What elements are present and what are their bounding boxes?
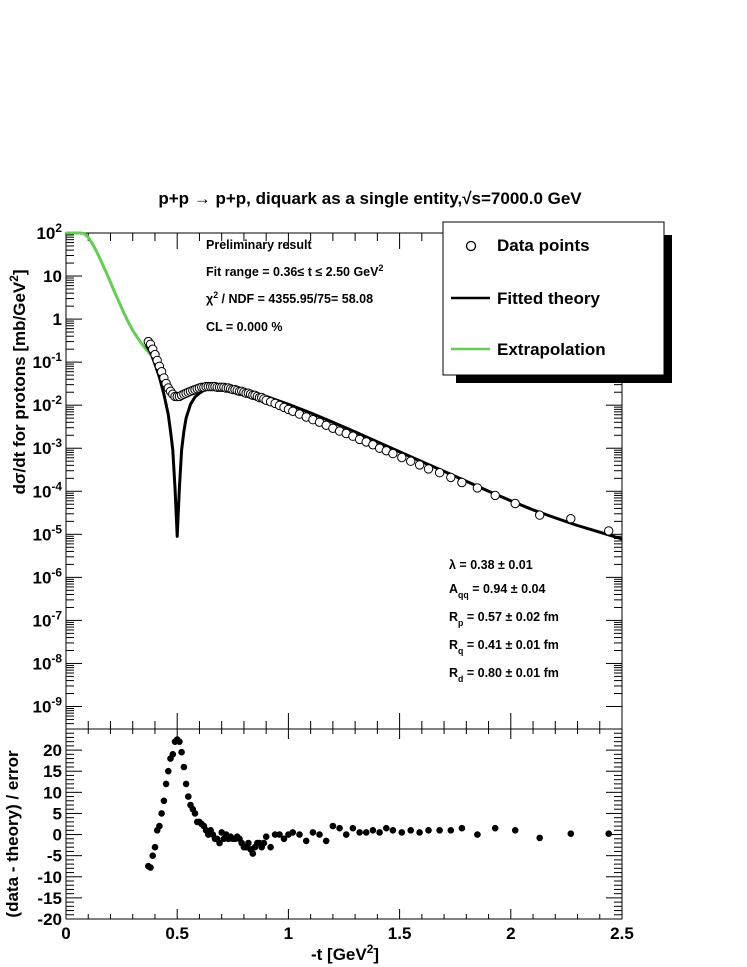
y-tick-label: $10^{-9}$ <box>32 694 62 717</box>
y-tick-label: 1 <box>52 310 62 330</box>
res-y-tick-label: 10 <box>43 783 62 803</box>
legend-label-theory: Fitted theory <box>497 289 600 308</box>
data-point <box>511 499 519 507</box>
residual-point <box>356 829 363 836</box>
residual-point <box>165 768 172 775</box>
y-tick-label: 10 <box>43 267 62 287</box>
data-point <box>415 461 423 469</box>
residual-plot-panel <box>3 729 634 964</box>
residual-point <box>147 864 154 871</box>
residual-point <box>296 831 303 838</box>
residual-point <box>185 793 192 800</box>
data-point <box>458 478 466 486</box>
res-y-tick-label: -5 <box>46 846 62 866</box>
residual-point <box>310 829 317 836</box>
residual-plot-frame <box>66 729 622 919</box>
y-tick-label: $10^{-1}$ <box>32 350 62 373</box>
data-point <box>473 484 481 492</box>
residual-point <box>178 749 185 756</box>
residual-point <box>492 825 499 832</box>
legend-label-data: Data points <box>497 236 590 255</box>
param-rp: $R_p = 0.57 \pm 0.02$ fm <box>449 610 559 628</box>
y-tick-label: $10^{-4}$ <box>32 479 62 502</box>
residual-point <box>336 825 343 832</box>
residual-point <box>192 810 199 817</box>
extrapolation-curve <box>66 233 151 355</box>
main-plot-panel <box>7 221 672 729</box>
res-y-tick-label: -10 <box>37 867 62 887</box>
annotation-fit-range: Fit range = 0.36≤ t ≤ 2.50 GeV$^2$ <box>206 263 384 279</box>
residual-point <box>161 798 168 805</box>
data-point <box>407 457 415 465</box>
annotation-chi2: $\chi^2$ / NDF = 4355.95/75= 58.08 <box>206 290 374 306</box>
residual-point <box>156 823 163 830</box>
param-aqq: $A_{qq} = 0.94 \pm 0.04$ <box>449 582 546 600</box>
data-point <box>447 473 455 481</box>
residual-point <box>267 844 274 851</box>
residual-point <box>330 823 337 830</box>
param-lambda: λ = 0.38 ± 0.01 <box>449 558 533 572</box>
residual-point <box>568 830 575 837</box>
res-y-tick-label: 5 <box>52 804 62 824</box>
residual-point <box>436 827 443 834</box>
residual-point <box>425 827 432 834</box>
residual-point <box>474 831 481 838</box>
residual-point <box>149 852 156 859</box>
residual-point <box>323 838 330 845</box>
residual-point <box>416 829 423 836</box>
data-point <box>435 469 443 477</box>
residual-point <box>263 833 270 840</box>
residual-y-axis-label: (data - theory) / error <box>3 750 22 918</box>
main-y-axis-label: dσ/dt for protons [mb/GeV$^2$] <box>7 269 29 495</box>
res-y-tick-label: -15 <box>37 888 62 908</box>
residual-ticks <box>37 729 633 943</box>
res-y-tick-label: 20 <box>43 741 62 761</box>
annotation-preliminary: Preliminary result <box>206 238 312 252</box>
residual-point <box>181 764 188 771</box>
x-tick-label: 0 <box>61 924 71 943</box>
residual-point <box>370 827 377 834</box>
residual-point <box>363 829 370 836</box>
residual-point <box>176 738 183 745</box>
residual-point <box>448 827 455 834</box>
legend <box>443 222 672 383</box>
data-point <box>605 527 613 535</box>
residual-point <box>605 830 612 837</box>
res-y-tick-label: 15 <box>43 762 62 782</box>
residual-point <box>536 835 543 842</box>
data-point <box>398 453 406 461</box>
y-tick-label: $10^{-2}$ <box>32 393 62 416</box>
residual-point <box>183 781 190 788</box>
residual-point <box>290 829 297 836</box>
y-tick-label: $10^{-5}$ <box>32 522 62 545</box>
x-tick-label: 2.5 <box>610 924 634 943</box>
residual-point <box>390 827 397 834</box>
residual-point <box>376 829 383 836</box>
res-y-tick-label: -20 <box>37 910 62 929</box>
residual-point <box>350 825 357 832</box>
x-tick-label: 0.5 <box>165 924 190 943</box>
residual-points <box>145 736 612 871</box>
chart-title: p+p → p+p, diquark as a single entity,√s=7000.0 GeV <box>158 189 582 208</box>
residual-point <box>316 831 323 838</box>
y-tick-label: $10^2$ <box>36 221 62 243</box>
y-tick-label: $10^{-7}$ <box>32 608 62 631</box>
residual-point <box>163 781 170 788</box>
x-axis-label: -t [GeV$^2$] <box>310 942 380 964</box>
residual-point <box>245 840 252 847</box>
data-point <box>491 491 499 499</box>
res-y-tick-label: 0 <box>52 825 62 845</box>
x-tick-label: 1.5 <box>387 924 412 943</box>
residual-point <box>170 751 177 758</box>
residual-point <box>383 825 390 832</box>
y-tick-label: $10^{-3}$ <box>32 436 62 459</box>
y-tick-label: $10^{-8}$ <box>32 651 62 674</box>
residual-point <box>303 838 310 845</box>
residual-point <box>261 840 268 847</box>
residual-point <box>152 844 159 851</box>
x-tick-label: 1 <box>283 924 294 943</box>
residual-point <box>250 850 257 857</box>
annotation-cl: CL = 0.000 % <box>206 320 283 334</box>
residual-point <box>399 829 406 836</box>
legend-label-extrapolation: Extrapolation <box>497 340 606 359</box>
residual-point <box>343 831 350 838</box>
data-point <box>536 511 544 519</box>
residual-point <box>459 825 466 832</box>
residual-point <box>512 827 519 834</box>
residual-point <box>407 827 414 834</box>
data-point <box>424 465 432 473</box>
data-point <box>567 515 575 523</box>
residual-point <box>158 810 165 817</box>
param-rd: $R_d = 0.80 \pm 0.01$ fm <box>449 666 559 684</box>
param-rq: $R_q = 0.41 \pm 0.01$ fm <box>449 638 559 656</box>
y-tick-label: $10^{-6}$ <box>32 565 62 588</box>
x-tick-label: 2 <box>506 924 516 943</box>
data-point <box>389 449 397 457</box>
